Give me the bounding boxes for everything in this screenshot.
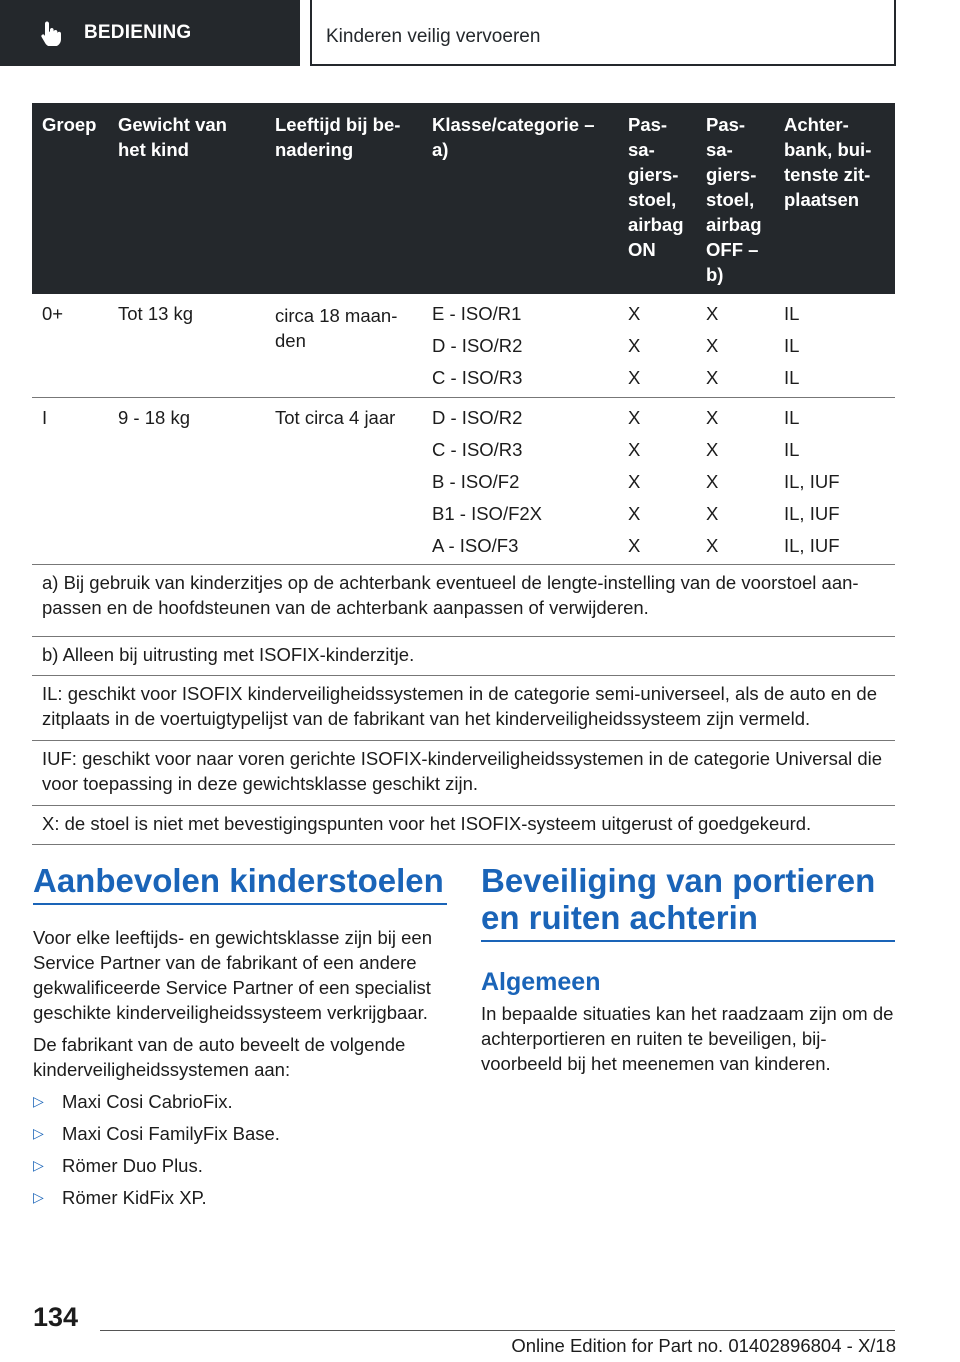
header-age: Leeftijd bij be- nadering bbox=[275, 114, 401, 160]
section-title: Aanbevolen kinderstoelen bbox=[33, 862, 444, 899]
list-item: ▷ Maxi Cosi FamilyFix Base. bbox=[33, 1122, 280, 1144]
cell-airbag-on: X X X X X bbox=[628, 407, 641, 556]
header-airbag-on: Pas- sa- giers- stoel, airbag ON bbox=[628, 114, 684, 260]
table-row bbox=[32, 398, 895, 565]
cell-group: 0+ bbox=[42, 303, 64, 324]
cell-rear: IL IL IL, IUF IL, IUF IL, IUF bbox=[784, 407, 840, 556]
cell-airbag-on: X X X bbox=[628, 303, 641, 388]
list-item: ▷ Maxi Cosi CabrioFix. bbox=[33, 1090, 233, 1112]
list-item: ▷ Römer KidFix XP. bbox=[33, 1186, 207, 1208]
paragraph: Voor elke leeftijds- en gewichtsklasse zijn bij een Service Partner van de fabrikant of een andere gekwalificeerde Service Partner of een specialist geschikte kinderveiligheidssysteem verkrijgbaar. bbox=[33, 926, 432, 1023]
table-note: X: de stoel is niet met bevestigingspunten voor het ISOFIX-systeem uitgerust of goedgekeurd. bbox=[32, 806, 895, 845]
triangle-bullet-icon: ▷ bbox=[33, 1156, 44, 1173]
list-item: ▷ Römer Duo Plus. bbox=[33, 1154, 203, 1176]
cell-weight: Tot 13 kg bbox=[118, 303, 194, 324]
cell-age: Tot circa 4 jaar bbox=[275, 407, 396, 428]
chapter-title: Kinderen veilig vervoeren bbox=[310, 0, 896, 66]
recommended-seats-section bbox=[33, 862, 447, 1210]
footer-rule bbox=[100, 1330, 895, 1331]
header-class: Klasse/categorie – a) bbox=[432, 114, 595, 160]
table-note: b) Alleen bij uitrusting met ISOFIX-kinderzitje. bbox=[32, 637, 895, 676]
section-tab bbox=[0, 0, 300, 66]
triangle-bullet-icon: ▷ bbox=[33, 1188, 44, 1205]
cell-airbag-off: X X X X X bbox=[706, 407, 719, 556]
header-weight: Gewicht van het kind bbox=[118, 114, 227, 160]
table-header bbox=[32, 103, 895, 294]
child-seat-table bbox=[32, 103, 895, 845]
header-group: Groep bbox=[42, 114, 97, 135]
table-note: a) Bij gebruik van kinderzitjes op de achterbank eventueel de lengte-instelling van de voorstoel aan-passen en de hoofdsteunen van de achterbank aanpassen of verwijderen. bbox=[32, 565, 895, 637]
table-row bbox=[32, 294, 895, 398]
door-window-security-section bbox=[481, 862, 895, 1076]
section-title-rule bbox=[481, 940, 895, 942]
triangle-bullet-icon: ▷ bbox=[33, 1124, 44, 1141]
paragraph: In bepaalde situaties kan het raadzaam zijn om de achterportieren en ruiten te beveiligen, bij-voorbeeld bij het meenemen van kinderen. bbox=[481, 1002, 894, 1074]
page-header bbox=[0, 0, 960, 66]
subsection-title: Algemeen bbox=[481, 967, 601, 996]
cell-rear: IL IL IL bbox=[784, 303, 800, 388]
cell-age: circa 18 maan- den bbox=[275, 305, 398, 351]
header-rear: Achter- bank, bui- tenste zit- plaatsen bbox=[784, 114, 872, 210]
header-airbag-off: Pas- sa- giers- stoel, airbag OFF – b) bbox=[706, 114, 762, 285]
cell-group: I bbox=[42, 407, 48, 428]
section-label: BEDIENING bbox=[84, 22, 192, 43]
cell-weight: 9 - 18 kg bbox=[118, 407, 190, 428]
hand-pointer-icon bbox=[40, 20, 62, 46]
table-note: IUF: geschikt voor naar voren gerichte ISOFIX-kinderveiligheidssystemen in de categorie Universal die voor toepassing in deze gewichtsklasse geschikt zijn. bbox=[32, 741, 895, 806]
table-note: IL: geschikt voor ISOFIX kinderveiligheidssystemen in de categorie semi-universeel, als de auto en de zitplaats in de voertuigtypelijst van de fabrikant van het kinderveiligheidssysteem zijn vermeld. bbox=[32, 676, 895, 741]
paragraph: De fabrikant van de auto beveelt de volgende kinderveiligheidssystemen aan: bbox=[33, 1033, 406, 1080]
cell-classes: D - ISO/R2 C - ISO/R3 B - ISO/F2 B1 - ISO/F2X A - ISO/F3 bbox=[432, 407, 543, 556]
cell-airbag-off: X X X bbox=[706, 303, 719, 388]
section-title: Beveiliging van portieren en ruiten achterin bbox=[481, 862, 876, 936]
page-number: 134 bbox=[33, 1302, 79, 1332]
cell-classes: E - ISO/R1 D - ISO/R2 C - ISO/R3 bbox=[432, 303, 523, 388]
section-title-rule bbox=[33, 903, 447, 905]
triangle-bullet-icon: ▷ bbox=[33, 1092, 44, 1109]
edition-text: Online Edition for Part no. 01402896804 - X/18 bbox=[511, 1335, 896, 1356]
